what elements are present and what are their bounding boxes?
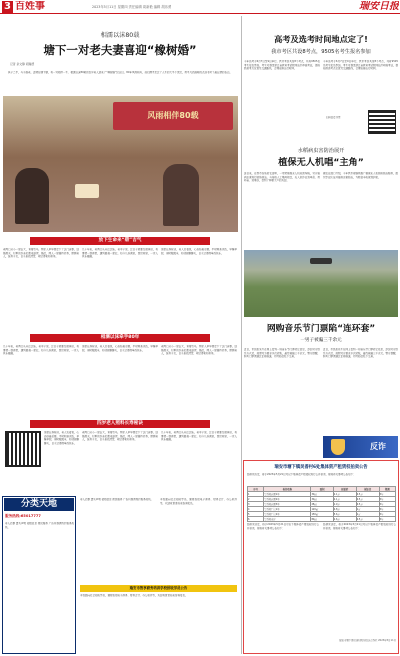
- subhead-1: 放下生命来“碧”吉气: [30, 237, 210, 245]
- lead-photo: [3, 96, 238, 232]
- shield-icon: [331, 439, 345, 455]
- classified-col-3: 本校面向社会招收学员，课程包括电子商务、财务会计、办公软件等，欢迎有意者前来咨询报名。: [160, 498, 237, 505]
- anti-fraud-text: 反诈: [370, 442, 386, 451]
- lead-col-1-para-3: 说起长寿秘诀，老人笑着说，心态好最重要。平时粗茶淡饭，早睡早起，闲时散散步，和邻居聊聊天，日子过得简单而快乐。: [44, 431, 79, 446]
- col-header: 序号: [248, 487, 264, 492]
- table-cell: 150㎡: [311, 512, 333, 517]
- lead-col-1-para-2: 几十年来，老两口从未红过脸。老爷子说，过日子就要互相体谅，有事情一起商量，遇到困难一起扛。如今儿孙满堂，四世同堂，一家人其乐融融。: [3, 345, 79, 356]
- farm-photo: [244, 250, 398, 317]
- table-cell: 吴香村店面1号: [264, 492, 311, 497]
- lead-col-2-para-3: 老两口从小一起长大，青梅竹马，两家人早早便定下了这门亲事。结婚那天，村里的乡亲们都来道贺。婚后，两人一起操持家务，照顾老人，抚养子女，日子虽然清苦，却过得和和美美。: [82, 431, 158, 442]
- col-header: 保证金: [356, 487, 379, 492]
- col-header: 租期: [379, 487, 395, 492]
- table-cell: 30㎡: [311, 497, 333, 502]
- auction-intro: 经研究决定，将于2023年5月21日对以下集体资产租赁权进行公开拍卖，现将有关事项公告如下：: [247, 473, 356, 476]
- table-cell: 吴香村厂房1号: [264, 507, 311, 512]
- school-notice-title: 瑞安市智享商务培训学校招收学员公告: [80, 585, 237, 592]
- exam-headline: 高考及选考时间地点定了!: [274, 34, 368, 44]
- auction-terms-left: 经研究决定，将于2023年5月21日对以下集体资产租赁权进行公开拍卖，现将有关事项公告如下：: [247, 523, 319, 530]
- table-cell: 2.1万: [333, 492, 356, 497]
- table-cell: 30㎡: [311, 492, 333, 497]
- date-line: 2023年5月11日 星期四 责任编辑 周新艳 编辑 胡乐勇: [92, 5, 172, 9]
- table-cell: 5年: [379, 497, 395, 502]
- subhead-2: 相濡以沫牵手80年: [30, 334, 210, 342]
- table-cell: 120㎡: [311, 507, 333, 512]
- table-cell: 2: [248, 497, 264, 502]
- table-cell: 吴香村仓库: [264, 517, 311, 522]
- photo-elder-right: [163, 164, 199, 226]
- qr-code-exam[interactable]: [368, 110, 396, 134]
- drone-image: [310, 258, 332, 264]
- page-header: [0, 0, 400, 14]
- lead-byline: 记者 余文静 胡瑞德: [10, 62, 35, 66]
- right-divider: [241, 16, 242, 654]
- col-header: 起拍价: [333, 487, 356, 492]
- subhead-3: 四岁老人照料长寿秘诀: [30, 420, 210, 428]
- auction-footer: 瑞安市塘下镇吴香村股份经济合作社 2023年5月11日: [339, 639, 396, 642]
- auction-table: [247, 486, 396, 522]
- table-cell: 吴香村厂房2号: [264, 512, 311, 517]
- scam-col-1: 近日，市民张先生在网上看到一则音乐节门票转让信息，添加对方联系方式后，按照对方要求多次转账，最终被骗三千余元。警方提醒，购买门票请通过正规渠道，切勿轻信私下交易。: [244, 348, 320, 359]
- table-cell: 1万: [356, 507, 379, 512]
- col-header: 面积: [311, 487, 333, 492]
- table-cell: 6: [248, 517, 264, 522]
- table-cell: 4.8万: [333, 507, 356, 512]
- exam-subhead: 我市考区共设8考点，9505名考生报名参加: [271, 49, 371, 55]
- exam-col-2: 今年高考于6月7日至9日举行。我市考区共设8个考点，共有9505名考生报名参加。考生可登录浙江省教育考试院网站打印准考证，提前熟悉考点位置及交通路线，合理安排出行时间。: [323, 60, 398, 71]
- photo-banner-text: 风雨相伴80载: [147, 111, 199, 120]
- table-row: [248, 517, 396, 522]
- lead-col-3-para-1: 说起长寿秘诀，老人笑着说，心态好最重要。平时粗茶淡饭，早睡早起，闲时散散步，和邻居聊聊天，日子过得简单而快乐。: [161, 248, 237, 255]
- table-cell: 2.1万: [333, 497, 356, 502]
- qr-code-lead[interactable]: [5, 431, 41, 467]
- exam-col-1: 今年高考于6月7日至9日举行。我市考区共设8个考点，共有9505名考生报名参加。考生可登录浙江省教育考试院网站打印准考证，提前熟悉考点位置及交通路线，合理安排出行时间。: [244, 60, 320, 71]
- lead-headline: 塘下一对老夫妻喜迎“橡树婚”: [43, 43, 197, 57]
- auction-frame: [243, 460, 399, 654]
- table-cell: 0.5万: [356, 517, 379, 522]
- table-cell: 0.5万: [356, 497, 379, 502]
- classified-title: 分类天地: [4, 498, 74, 511]
- classified-hotline: 服务热线:65017777: [5, 514, 41, 518]
- photo-elder-left: [15, 168, 49, 224]
- masthead-logo: 瑞安日报: [359, 1, 399, 12]
- table-cell: 3: [248, 502, 264, 507]
- table-cell: 5: [248, 512, 264, 517]
- scam-col-2: 近日，市民张先生在网上看到一则音乐节门票转让信息，添加对方联系方式后，按照对方要求多次转账，最终被骗三千余元。警方提醒，购买门票请通过正规渠道，切勿轻信私下交易。: [323, 348, 398, 359]
- scam-headline: 网购音乐节门票陷“连环套”: [266, 324, 376, 334]
- farm-kicker: 水稻病虫害防治展开: [297, 148, 345, 154]
- page-number: 3: [2, 1, 13, 13]
- lead-col-1-para-1: 老两口从小一起长大，青梅竹马，两家人早早便定下了这门亲事。结婚那天，村里的乡亲们都来道贺。婚后，两人一起操持家务，照顾老人，抚养子女，日子虽然清苦，却过得和和美美。: [3, 248, 79, 259]
- table-cell: 吴香村店面2号: [264, 497, 311, 502]
- anti-fraud-banner: [323, 436, 398, 458]
- section-name: 百姓事: [15, 1, 45, 12]
- classified-body: 寻人启事 遗失声明 招租信息 便民服务 广告刊登请拨打服务热线。: [5, 522, 74, 529]
- table-cell: 0.5万: [356, 492, 379, 497]
- lead-col-2-para-1: 几十年来，老两口从未红过脸。老爷子说，过日子就要互相体谅，有事情一起商量，遇到困难一起扛。如今儿孙满堂，四世同堂，一家人其乐融融。: [82, 248, 158, 259]
- table-cell: 5.6万: [333, 512, 356, 517]
- table-cell: 5年: [379, 507, 395, 512]
- table-cell: 1: [248, 492, 264, 497]
- photo-cake: [75, 184, 99, 198]
- lead-intro: 执子之手，与子偕老。近期在塘下镇，有一对相伴一生、相濡以沫80载的百岁老人迎来了“橡树婚”纪念日。80年风雨同舟，他们携手走过了人生的大半个世纪，用平凡而温暖的点滴书写了最长情的告白。: [8, 71, 232, 74]
- table-cell: 5年: [379, 492, 395, 497]
- table-cell: 5年: [379, 502, 395, 507]
- table-cell: 5年: [379, 517, 395, 522]
- auction-terms-right: 经研究决定，将于2023年5月21日对以下集体资产租赁权进行公开拍卖，现将有关事项公告如下：: [323, 523, 396, 530]
- lead-col-3-para-2: 老两口从小一起长大，青梅竹马，两家人早早便定下了这门亲事。结婚那天，村里的乡亲们都来道贺。婚后，两人一起操持家务，照顾老人，抚养子女，日子虽然清苦，却过得和和美美。: [161, 345, 237, 356]
- classified-col-2: 寻人启事 遗失声明 招租信息 便民服务 广告刊登请拨打服务热线。: [80, 498, 154, 501]
- qr-caption: 扫码查看详情: [326, 116, 341, 119]
- table-cell: 5年: [379, 512, 395, 517]
- table-cell: 28㎡: [311, 502, 333, 507]
- classified-box: [2, 496, 76, 654]
- farm-headline: 植保无人机唱“主角”: [278, 157, 364, 168]
- lead-col-2-para-2: 说起长寿秘诀，老人笑着说，心态好最重要。平时粗茶淡饭，早睡早起，闲时散散步，和邻居聊聊天，日子过得简单而快乐。: [82, 345, 158, 352]
- farm-col-1: 连日来，在我市各地的农田里，一架架植保无人机来回穿梭，对水稻病虫害进行统防统治。与传统人工喷药相比，无人机作业效率高、用药省、效果好，受到了种粮大户的欢迎。: [244, 172, 320, 183]
- col-header: 标的名称: [264, 487, 311, 492]
- farm-col-2: 据农业部门介绍，今年我市将继续推广植保无人机统防统治服务，组织专业队伍开展病虫害防治，为粮食丰收保驾护航。: [323, 172, 398, 179]
- table-cell: 1.9万: [333, 502, 356, 507]
- table-cell: 1万: [356, 512, 379, 517]
- lead-kicker: 相濡以沫80载: [100, 32, 140, 39]
- scam-subhead: 一男子被骗三千余元: [300, 338, 342, 343]
- auction-headline: 瑞安市塘下镇吴香村6处集体资产租赁权拍卖公告: [274, 465, 368, 470]
- table-cell: 2.6万: [333, 517, 356, 522]
- school-notice-body: 本校面向社会招收学员，课程包括电子商务、财务会计、办公软件等，欢迎有意者前来咨询报名。: [80, 594, 188, 597]
- lead-col-3-para-3: 几十年来，老两口从未红过脸。老爷子说，过日子就要互相体谅，有事情一起商量，遇到困难一起扛。如今儿孙满堂，四世同堂，一家人其乐融融。: [161, 431, 237, 442]
- table-cell: 80㎡: [311, 517, 333, 522]
- table-cell: 4: [248, 507, 264, 512]
- table-cell: 吴香村店面3号: [264, 502, 311, 507]
- table-cell: 0.5万: [356, 502, 379, 507]
